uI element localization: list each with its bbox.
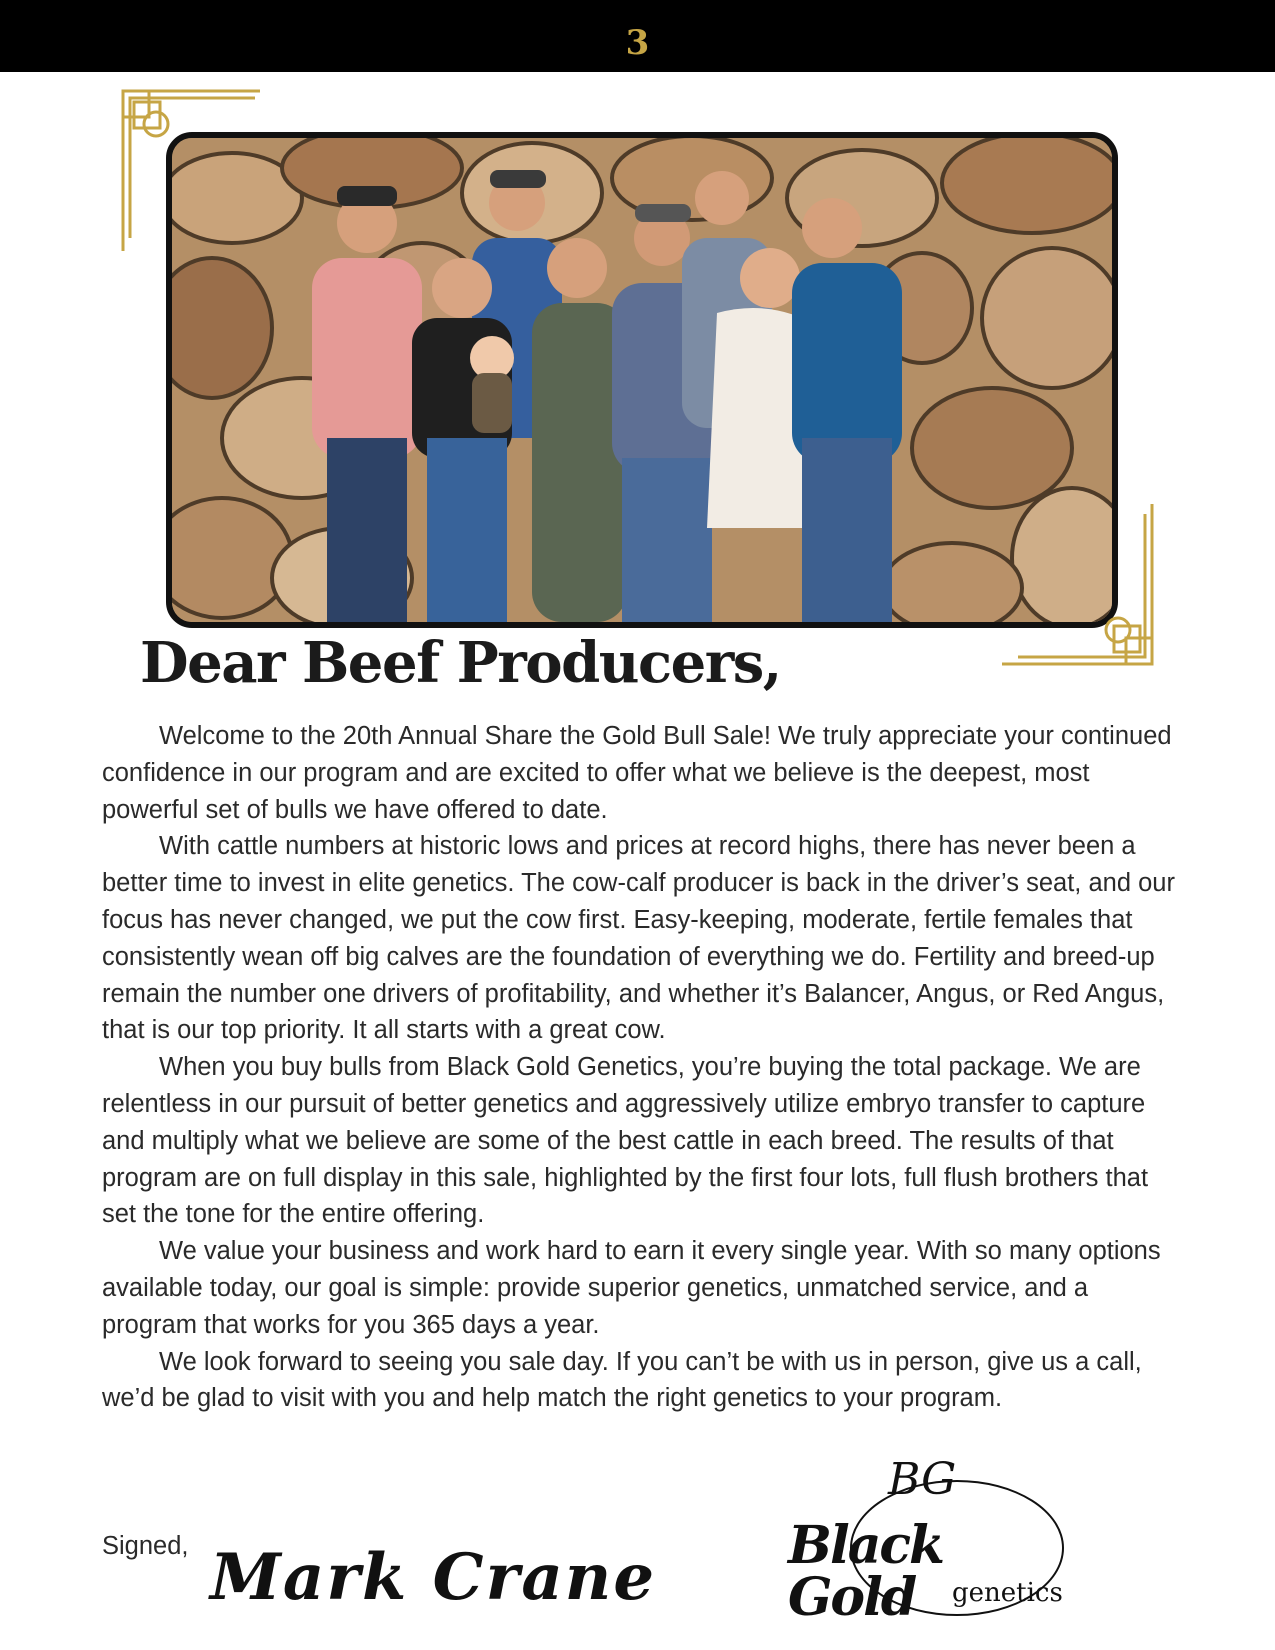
letter-greeting: Dear Beef Producers, [140,630,781,696]
letter-body [102,718,1177,1417]
family-photo-image [172,138,1112,622]
letter-paragraph: We value your business and work hard to earn it every single year. With so many options available today, our goal is simple: provide superior genetics, unmatched service, and a program that works for you 365 days a year. [102,1237,1161,1339]
black-gold-genetics-logo [780,1454,1080,1628]
logo-monogram: BG [888,1454,957,1505]
letter-paragraph: With cattle numbers at historic lows and prices at record highs, there has never been a better time to invest in elite genetics. The cow-calf producer is back in the driver’s seat, and our focus has never changed, we put the cow first. Easy-keeping, moderate, fertile females that consistently wean off big calves are the foundation of everything we do. Fertility and breed-up remain the number one drivers of profitability, and whether it’s Balancer, Angus, or Red Angus, that is our top priority. It all starts with a great cow. [102,832,1175,1045]
handwritten-signature: Mark Crane [210,1540,657,1615]
logo-name: Black Gold [788,1515,944,1628]
letter-paragraph: Welcome to the 20th Annual Share the Gold Bull Sale! We truly appreciate your continued confidence in our program and are excited to offer what we believe is the deepest, most powerful set of bulls we have offered to date. [102,722,1172,824]
signed-label: Signed, [102,1532,189,1560]
family-photo [166,132,1118,628]
letter-paragraph: When you buy bulls from Black Gold Genetics, you’re buying the total package. We are relentless in our pursuit of better genetics and aggressively utilize embryo transfer to capture and multiply what we believe are some of the best cattle in each breed. The results of that program are on full display in this sale, highlighted by the first four lots, full flush brothers that set the tone for the entire offering. [102,1053,1149,1229]
page-number: 3 [625,23,650,63]
logo-subtitle: genetics [952,1578,1063,1608]
gold-corner-ornament-bottom-right [1000,502,1155,667]
letter-paragraph: We look forward to seeing you sale day. If you can’t be with us in person, give us a call, we’d be glad to visit with you and help match the right genetics to your program. [102,1347,1142,1413]
